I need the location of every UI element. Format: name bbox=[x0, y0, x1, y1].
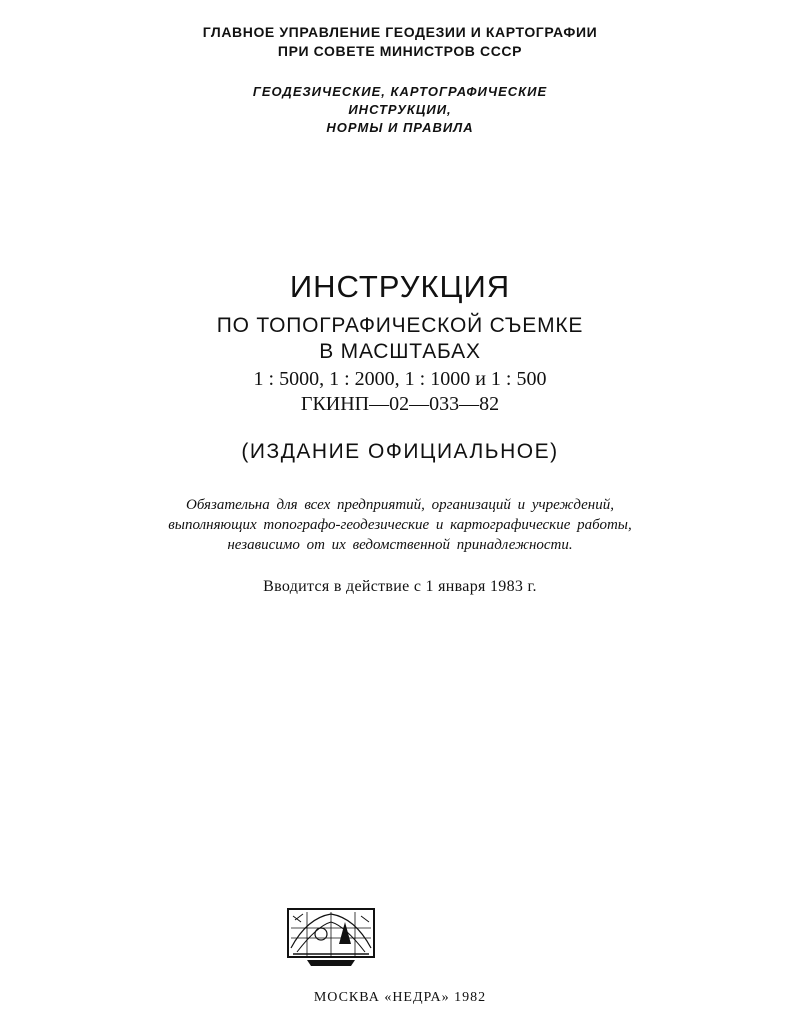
mandatory-note-line-1: Обязательна для всех предприятий, организаций и учреждений, bbox=[186, 497, 614, 513]
document-code: ГКИНП—02—033—82 bbox=[300, 393, 500, 415]
scales-line: 1 : 5000, 1 : 2000, 1 : 1000 и 1 : 500 bbox=[253, 368, 547, 390]
subtitle-line-1: ПО ТОПОГРАФИЧЕСКОЙ СЪЕМКЕ bbox=[216, 314, 584, 337]
edition-label: (ИЗДАНИЕ ОФИЦИАЛЬНОЕ) bbox=[241, 440, 559, 463]
effective-date: Вводится в действие с 1 января 1983 г. bbox=[263, 578, 537, 595]
series-line-3: НОРМЫ И ПРАВИЛА bbox=[326, 120, 474, 135]
mandatory-note-line-2: выполняющих топографо-геодезические и картографические работы, bbox=[168, 517, 632, 533]
publisher-emblem-icon bbox=[287, 908, 375, 968]
organization-line-2: ПРИ СОВЕТЕ МИНИСТРОВ СССР bbox=[277, 43, 523, 59]
series-line-1: ГЕОДЕЗИЧЕСКИЕ, КАРТОГРАФИЧЕСКИЕ bbox=[252, 84, 548, 99]
mandatory-note-line-3: независимо от их ведомственной принадлежности. bbox=[227, 537, 573, 553]
organization-line-1: ГЛАВНОЕ УПРАВЛЕНИЕ ГЕОДЕЗИИ И КАРТОГРАФИИ bbox=[202, 24, 598, 40]
document-title: ИНСТРУКЦИЯ bbox=[289, 269, 511, 304]
subtitle-line-2: В МАСШТАБАХ bbox=[319, 340, 481, 363]
series-line-2: ИНСТРУКЦИИ, bbox=[348, 102, 452, 117]
publisher-imprint: МОСКВА «НЕДРА» 1982 bbox=[313, 990, 487, 1005]
